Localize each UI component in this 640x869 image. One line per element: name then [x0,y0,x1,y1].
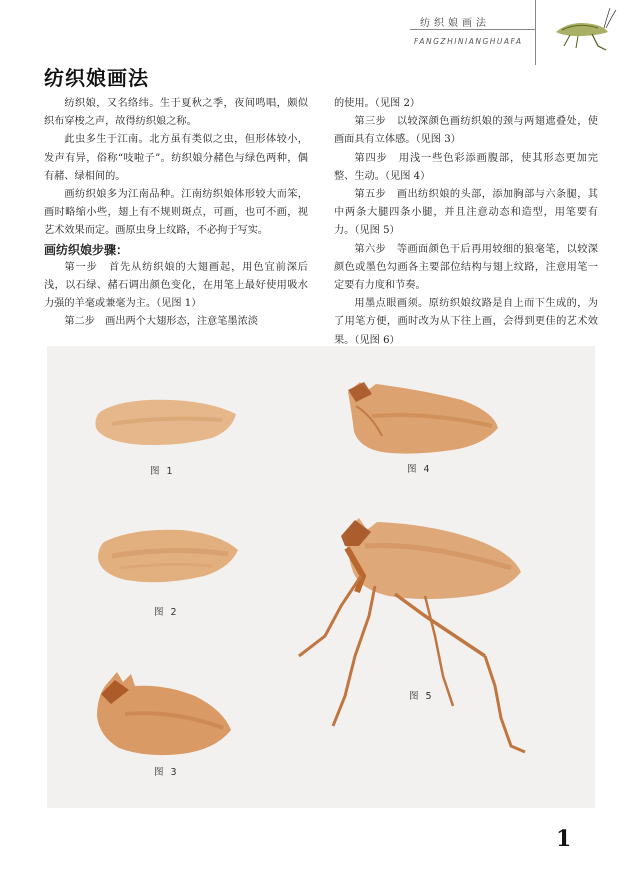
page-title: 纺织娘画法 [44,66,149,90]
header-divider [410,29,535,30]
katydid-icon [548,6,618,56]
page-number: 1 [556,826,572,852]
step-2-continuation: 的使用。（见图 2） [334,98,421,109]
intro-paragraph: 纺织娘，又名络纬。生于夏秋之季，夜间鸣唱，颇似织布穿梭之声，故得纺织娘之称。 [44,98,308,128]
habitat-paragraph: 此虫多生于江南。北方虽有类似之虫，但形体较小，发声有异，俗称“吱啦子”。纺织娘分赭色与绿色两种，偶有赭、绿相间的。 [44,134,308,182]
step-3-paragraph: 第三步 以较深颜色画纺织娘的颈与两翅遮叠处，使画面具有立体感。（见图 3） [334,116,598,146]
illustration-panel [47,346,595,808]
figure-2-caption: 图 2 [154,607,179,618]
steps-heading: 画纺织娘步骤： [44,242,129,257]
figure-4-caption: 图 4 [407,464,432,475]
step-4-paragraph: 第四步 用浅一些色彩添画腹部，使其形态更加完整、生动。（见图 4） [334,152,598,182]
left-text-column [44,95,308,332]
header-vertical-divider [535,0,536,65]
running-header-pinyin: FANGZHINIANGHUAFA [414,37,523,46]
step-5-paragraph: 第五步 画出纺织娘的头部，添加胸部与六条腿，其中两条大腿四条小腿，并且注意动态和造型，用笔要有力。（见图 5） [334,189,598,237]
figure-5-caption: 图 5 [409,691,434,702]
figure-3-caption: 图 3 [154,767,179,778]
step-2-paragraph: 第二步 画出两个大翅形态，注意笔墨浓淡 [64,316,258,328]
figure-1-caption: 图 1 [150,466,175,477]
eye-antenna-paragraph: 用墨点眼画须。原纺织娘纹路是自上而下生成的，为了用笔方便，画时改为从下往上画，会得到更佳的艺术效果。（见图 6） [334,298,598,346]
step-1-paragraph: 第一步 首先从纺织娘的大翅画起，用色宜前深后浅，以石绿、赭石调出颜色变化，在用笔上最好使用吸水力强的羊毫或兼毫为主。（见图 1） [44,261,308,310]
variety-paragraph: 画纺织娘多为江南品种。江南纺织娘体形较大而笨，画时略缩小些，翅上有不规则斑点，可画，也可不画，视艺术效果而定。画原虫身上纹路，不必拘于写实。 [44,189,308,237]
figure-1-wing-painting [92,394,242,454]
right-text-column [334,95,598,350]
step-6-paragraph: 第六步 等画面颜色干后再用较细的狼毫笔，以较深颜色或墨色勾画各主要部位结构与翅上纹路，注意用笔一定要有力度和节奏。 [334,243,598,292]
running-header-title: 纺织娘画法 [420,18,490,29]
